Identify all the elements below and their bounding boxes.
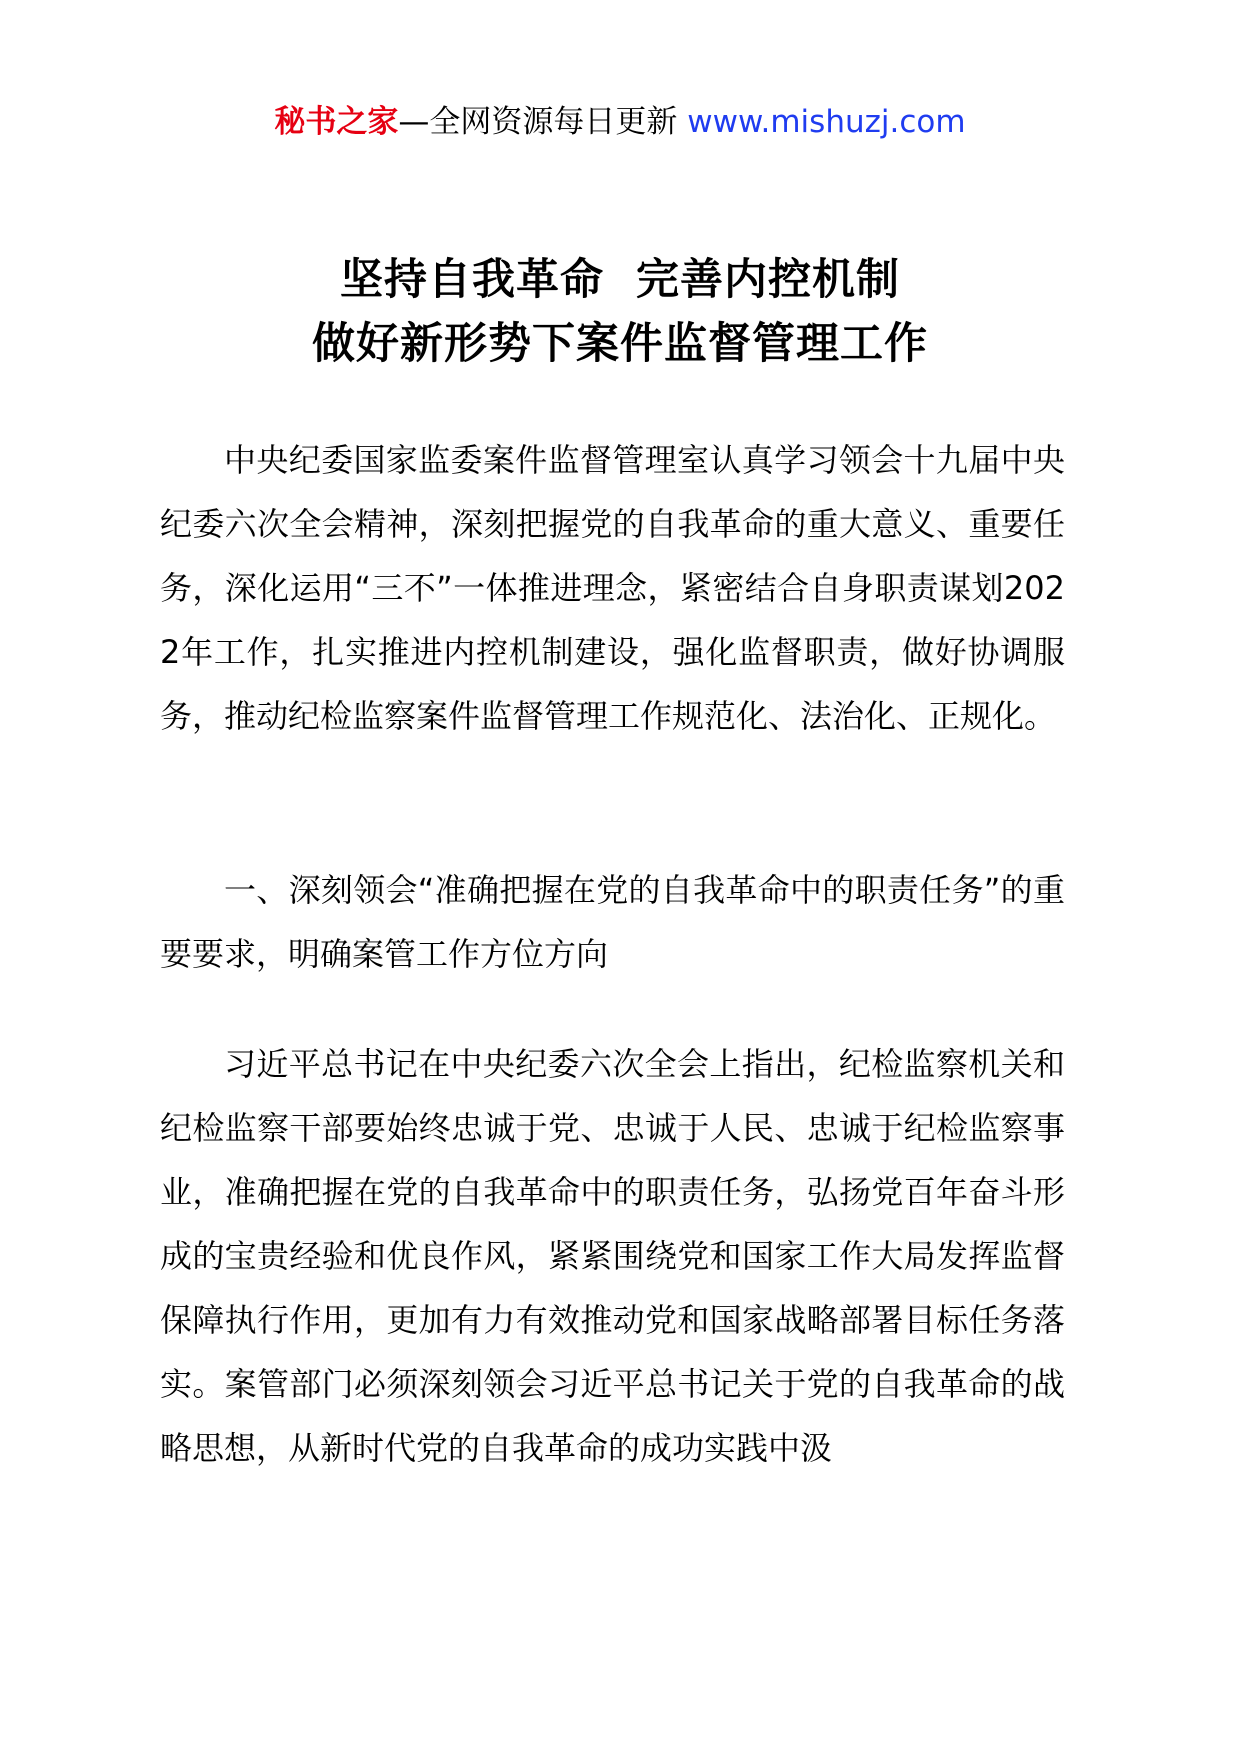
- title-line-2: 做好新形势下案件监督管理工作: [312, 319, 928, 369]
- section-body-block: [160, 1032, 1065, 1480]
- site-header: [0, 100, 1240, 144]
- document-title: [0, 248, 1240, 376]
- section-heading-block: [160, 858, 1065, 986]
- intro-paragraph: 中央纪委国家监委案件监督管理室认真学习领会十九届中央纪委六次全会精神，深刻把握党的自我革命的重大意义、重要任务，深化运用“三不”一体推进理念，紧密结合自身职责谋划2022年工作，扎实推进内控机制建设，强化监督职责，做好协调服务，推动纪检监察案件监督管理工作规范化、法治化、正规化。: [160, 441, 1065, 735]
- title-line-1: 坚持自我革命 完善内控机制: [340, 255, 900, 305]
- section-1-heading: 一、深刻领会“准确把握在党的自我革命中的职责任务”的重要要求，明确案管工作方位方向: [160, 871, 1065, 973]
- brand-name: 秘书之家: [274, 104, 399, 140]
- header-tagline: —全网资源每日更新: [398, 104, 678, 140]
- section-1-paragraph: 习近平总书记在中央纪委六次全会上指出，纪检监察机关和纪检监察干部要始终忠诚于党、忠诚于人民、忠诚于纪检监察事业，准确把握在党的自我革命中的职责任务，弘扬党百年奋斗形成的宝贵经验和优良作风，紧紧围绕党和国家工作大局发挥监督保障执行作用，更加有力有效推动党和国家战略部署目标任务落实。案管部门必须深刻领会习近平总书记关于党的自我革命的战略思想，从新时代党的自我革命的成功实践中汲: [160, 1045, 1065, 1467]
- site-url-link[interactable]: www.mishuzj.com: [687, 104, 966, 140]
- intro-paragraph-block: [160, 428, 1065, 748]
